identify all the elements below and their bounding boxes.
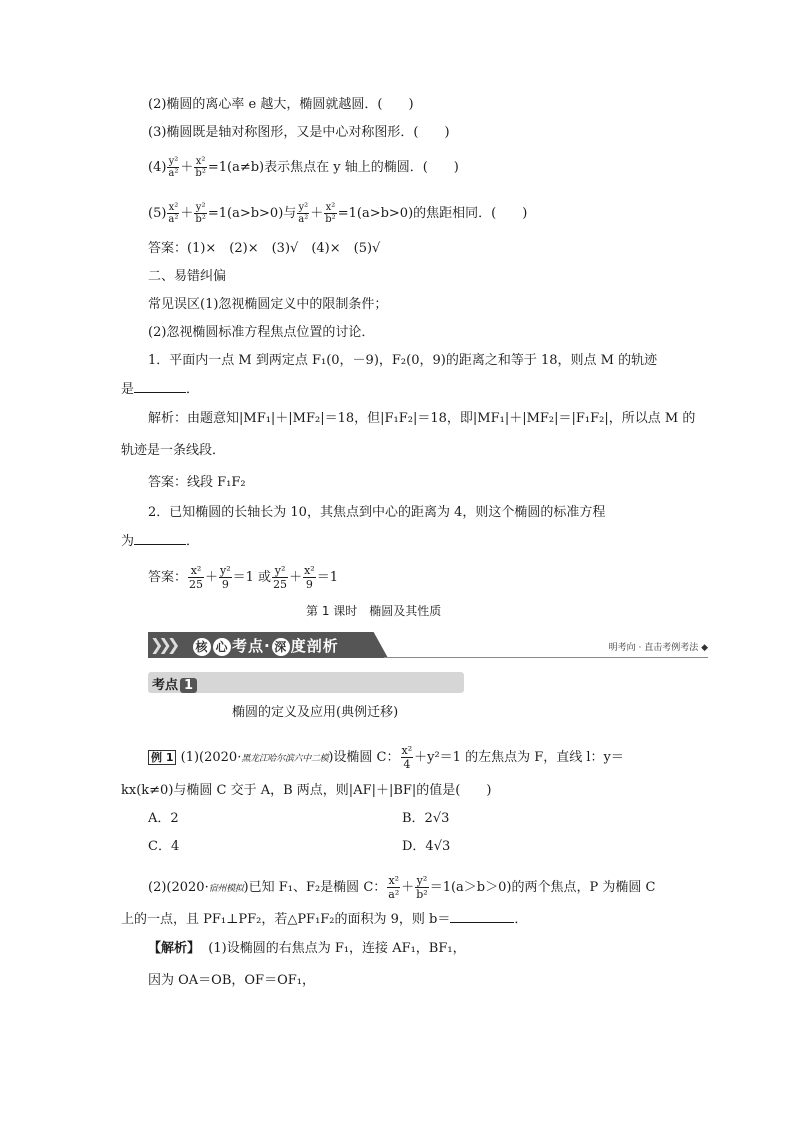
frac-y2-25: $\frac{\text{y²}}{25}$ [273,564,288,591]
frac-x2-25: $\frac{\text{x²}}{25}$ [189,564,204,591]
banner-line [384,657,708,658]
kaodian-subtitle: 椭圆的定义及应用(典例迁移) [232,705,399,720]
banner-title: 核 心 考点· 深 度剖析 [192,635,339,656]
kaodian-label: 考点 1 [152,674,197,693]
problem2-answer: 答案： $\frac{\text{x²}}{25}$ ＋ $\frac{\text{y²}}{9}$ ＝1 或 $\frac{\text{y²}}{25}$ ＋ $\frac{\text{x²}}{9}$ ＝1 [148,564,338,591]
option-b: B．2√3 [402,811,450,826]
chevrons-icon: ❯❯❯ [150,635,176,654]
common-mistake-2: (2)忽视椭圆标准方程焦点位置的讨论． [148,325,375,340]
example1-part2-line1: (2)(2020·宿州模拟)已知 F₁、F₂是椭圆 C： $\frac{\text{x²}}{\text{a²}}$ ＋ $\frac{\text{y²}}{\text{b²}}$ ＝1(a＞b＞0)的两个焦点，P 为椭圆 C [148,874,656,901]
answer-blank [134,380,186,393]
judge-q2: (2)椭圆的离心率 e 越大，椭圆就越圆．( ) [148,97,414,112]
frac-y2-b2: $\frac{\text{y²}}{\text{b²}}$ [195,202,206,225]
problem1-answer: 答案：线段 F₁F₂ [148,475,246,490]
banner-right-text: 明考向 · 直击考例考法 ◆ [608,643,708,653]
frac-x2-9: $\frac{\text{x²}}{9}$ [304,564,315,591]
q4-prefix: (4) [148,160,167,175]
problem1-line1: 1．平面内一点 M 到两定点 F₁(0，－9)，F₂(0，9)的距离之和等于 18，则点 M 的轨迹 [148,353,658,368]
example-tag: 例 1 [148,750,176,765]
frac-x2-b2-b: $\frac{\text{x²}}{\text{b²}}$ [325,202,336,225]
option-c: C．4 [148,839,180,854]
solution-line2: 因为 OA＝OB，OF＝OF₁， [148,973,315,988]
option-a: A．2 [148,811,179,826]
example1-part2-line2: 上的一点，且 PF₁⊥PF₂，若△PF₁F₂的面积为 9，则 b＝ ． [121,912,528,927]
judge-q4: (4) $\frac{\text{y²}}{\text{a²}}$ ＋ $\frac{\text{x²}}{\text{b²}}$ =1(a≠b)表示焦点在 y 轴上的椭圆．( ) [148,156,459,179]
judge-answer: 答案：(1)× (2)× (3)√ (4)× (5)√ [148,241,381,256]
solution-line1: 【解析】 (1)设椭圆的右焦点为 F₁，连接 AF₁，BF₁， [148,941,466,956]
diamond-icon: ◆ [701,643,708,653]
option-d: D．4√3 [402,839,451,854]
solution-tag: 【解析】 [148,941,201,956]
section2-title: 二、易错纠偏 [148,269,227,284]
judge-q5: (5) $\frac{\text{x²}}{\text{a²}}$ ＋ $\frac{\text{y²}}{\text{b²}}$ =1(a>b>0)与 $\frac{\text{y²}}{\text{a²}}$ ＋ $\frac{\text{x²}}{\text{b²}}$ =1(a>b>0)的焦距相同．( ) [148,202,528,225]
lesson-title: 第 1 课时 椭圆及其性质 [306,604,442,618]
example1-part1-line1: 例 1 (1)(2020·黑龙江哈尔滨六中二模)设椭圆 C： $\frac{\text{x²}}{4}$ ＋y²＝1 的左焦点为 F，直线 l：y＝ [148,744,624,771]
source-tag: 黑龙江哈尔滨六中二模 [241,754,329,764]
section-banner [148,632,708,662]
frac-x2-a2: $\frac{\text{x²}}{\text{a²}}$ [168,202,179,225]
problem2-line2: 为 ． [121,534,200,549]
q4-suffix: =1(a≠b)表示焦点在 y 轴上的椭圆．( ) [207,160,459,175]
problem2-line1: 2．已知椭圆的长轴长为 10，其焦点到中心的距离为 4，则这个椭圆的标准方程 [148,505,606,520]
problem1-line2: 是 ． [121,382,200,397]
frac-y2-a2-b: $\frac{\text{y²}}{\text{a²}}$ [298,202,309,225]
answer-blank-3 [450,910,514,923]
answer-blank-2 [134,532,186,545]
problem1-solution-1: 解析：由题意知|MF₁|＋|MF₂|＝18，但|F₁F₂|＝18，即|MF₁|＋|MF₂|＝|F₁F₂|，所以点 M 的 [148,411,696,426]
frac-x2-b2: $\frac{\text{x²}}{\text{b²}}$ [195,156,206,179]
frac-y2-b2-ex: $\frac{\text{y²}}{\text{b²}}$ [416,874,428,901]
frac-y2-9: $\frac{\text{y²}}{9}$ [220,564,231,591]
frac-x2-4: $\frac{\text{x²}}{4}$ [401,744,413,771]
problem1-solution-2: 轨迹是一条线段． [121,443,226,458]
source-tag-2: 宿州模拟 [208,884,244,894]
kaodian-number: 1 [180,678,197,693]
frac-x2-a2-ex: $\frac{\text{x²}}{\text{a²}}$ [388,874,400,901]
common-mistake-1: 常见误区(1)忽视椭圆定义中的限制条件； [148,297,388,312]
frac-y2-a2: $\frac{\text{y²}}{\text{a²}}$ [168,156,179,179]
kaodian-bar [148,672,464,693]
example1-part1-line2: kx(k≠0)与椭圆 C 交于 A，B 两点，则|AF|＋|BF|的值是( ) [121,783,492,798]
judge-q3: (3)椭圆既是轴对称图形，又是中心对称图形．( ) [148,125,450,140]
